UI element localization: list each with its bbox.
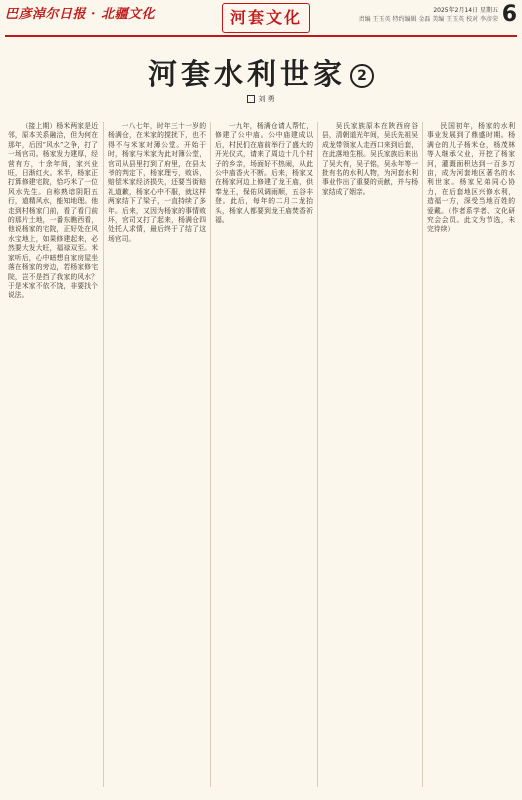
section-title: 河套文化 [229,8,302,27]
page-number: 6 [501,2,517,27]
column-text: （接上期）杨米两家是近邻，原本关系融洽，但为何在那年，后因“风水”之争，打了一场官司。杨家发力建厚，经营有方，十余年间，家兴业旺，日渐红火。米半，杨家正打算修建宅院，恰巧米了一位风水先生。自称熟谙阴阳五行，道精风水，能知地理。他走到村杨家门前，看了看门前的那片土地，一番东瞧西看，他说杨家的宅院，正好处在风水宝地上，如果修建起来，必然要大发大旺，福禄双至。米家听后，心中暗想自家房屋坐落在杨家的旁边，若杨家修宅院，岂不是挡了我家的风水？于是米家不依不饶，非要找个说法。 [8,122,98,300]
column-text: 一八七年，时年三十一岁的杨满仓，在米家的搅扰下，也不得不与米家对簿公堂。开始于时，杨家与米家为此对簿公堂，官司从县里打到了府里，在县太爷的判定下，杨家理亏，败诉，赔偿米家经济损失，还要当街赔礼道歉，杨家心中不服，就这样两家结下了梁子，一直持续了多年。后来，又因为杨家的事情败坏，官司又打了起来，杨满仓四处托人求情，最后终于了结了这场官司。 [108,122,206,243]
article-column-5 [427,122,515,787]
column-divider [422,122,423,787]
title-text: 河套水利世家 [147,57,346,91]
masthead [0,0,522,34]
article-column-1 [8,122,98,787]
author-name: 刘 勇 [258,95,275,103]
column-text: 一九年，杨满仓请人帮忙，修建了公中庙。公中庙建成以后，村民们在庙前举行了盛大的开光仪式，请来了周边十几个村子的乡亲，场面好不热闹，从此公中庙香火不断。后来，杨家又在杨家河边上修建了龙王庙，供奉龙王，保佑风调雨顺，五谷丰登。此后，每年的二月二龙抬头，杨家人都要到龙王庙焚香祈福。 [215,122,313,225]
part-number: 2 [350,64,374,88]
newspaper-brand: 巴彦淖尔日报 · 北疆文化 [5,7,156,22]
column-text: 吴氏家族原本在陕西府谷县，清朝道光年间，吴氏先祖吴成龙带领家人走西口来到后套，在此落地生根。吴氏家族后来出了吴大有，吴子铭，吴永年等一批有名的水利人物，为河套水利事业作出了重要的贡献，并与杨家结成了姻亲。 [322,122,418,196]
byline [0,94,522,104]
column-divider [210,122,211,787]
article-column-2 [108,122,206,787]
issue-date: 2025年2月14日 星期五 [433,7,498,14]
editor-credits: 责编 王玉英 特约编辑 金磊 美编 王玉英 校对 李彦荣 [358,16,498,23]
byline-box-icon [247,95,255,103]
column-divider [103,122,104,787]
column-divider [317,122,318,787]
article-column-3 [215,122,313,787]
issue-meta [359,6,498,24]
header-divider [5,35,517,37]
article-title [0,52,522,93]
article-column-4 [322,122,418,787]
column-text: 民国初年，杨家的水利事业发展到了鼎盛时期。杨满仓的儿子杨米仓，杨茂林等人继承父业，开挖了杨家河，灌溉面积达到一百多万亩，成为河套地区著名的水利世家。杨家兄弟同心协力，在后套地区兴修水利，造福一方，深受当地百姓的爱戴。（作者系学者、文化研究会会员。此文为节选，未完待续） [427,122,515,234]
section-badge [222,3,310,33]
